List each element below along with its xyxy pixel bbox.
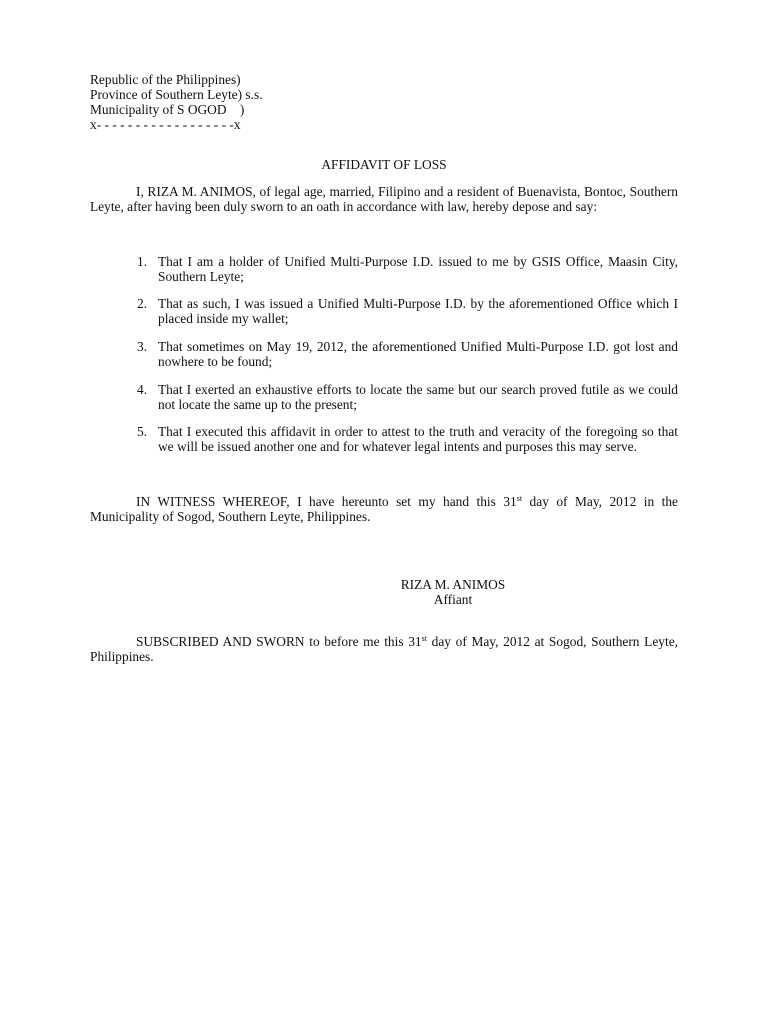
item-text: That as such, I was issued a Unified Multi-Purpose I.D. by the aforementioned Office which I placed inside my wallet;: [158, 296, 678, 326]
jurat-text: day of May, 2012 at Sogod, Southern Leyte, Philippines.: [90, 634, 678, 664]
list-item: [137, 296, 678, 326]
witness-text: day of May, 2012 in the Municipality of Sogod, Southern Leyte, Philippines.: [90, 494, 678, 524]
jurat-paragraph: [90, 634, 678, 664]
list-item: [137, 339, 678, 369]
affiant-name: RIZA M. ANIMOS: [400, 577, 506, 592]
item-number: 3.: [137, 339, 148, 354]
item-number: 4.: [137, 382, 148, 397]
jurat-text: SUBSCRIBED AND SWORN to before me this 31: [136, 634, 422, 649]
ordinal-suffix: st: [421, 634, 427, 643]
item-text: That I am a holder of Unified Multi-Purpose I.D. issued to me by GSIS Office, Maasin City, Southern Leyte;: [158, 254, 678, 284]
intro-paragraph: I, RIZA M. ANIMOS, of legal age, married, Filipino and a resident of Buenavista, Bontoc, Southern Leyte, after having been duly sworn to an oath in accordance with law, hereby depose and say:: [90, 184, 678, 214]
list-item: [137, 424, 678, 454]
item-text: That I executed this affidavit in order to attest to the truth and veracity of the foregoing so that we will be issued another one and for whatever legal intents and purposes this may serve.: [158, 424, 678, 454]
signature-block: [378, 577, 528, 607]
item-number: 2.: [137, 296, 148, 311]
venue-line-province: Province of Southern Leyte) s.s.: [90, 87, 263, 102]
list-item: [137, 254, 678, 284]
document-title: AFFIDAVIT OF LOSS: [321, 157, 447, 172]
venue-block: [90, 72, 263, 132]
witness-paragraph: [90, 494, 678, 524]
witness-text: IN WITNESS WHEREOF, I have hereunto set my hand this 31: [136, 494, 517, 509]
venue-line-municipality: Municipality of S OGOD ): [90, 102, 245, 117]
venue-separator: x- - - - - - - - - - - - - - - - - -x: [90, 117, 241, 132]
item-number: 1.: [137, 254, 148, 269]
item-text: That sometimes on May 19, 2012, the aforementioned Unified Multi-Purpose I.D. got lost and nowhere to be found;: [158, 339, 678, 369]
list-item: [137, 382, 678, 412]
item-number: 5.: [137, 424, 148, 439]
item-text: That I exerted an exhaustive efforts to locate the same but our search proved futile as we could not locate the same up to the present;: [158, 382, 678, 412]
venue-line-republic: Republic of the Philippines): [90, 72, 241, 87]
affiant-label: Affiant: [433, 592, 473, 607]
ordinal-suffix: st: [516, 494, 523, 503]
